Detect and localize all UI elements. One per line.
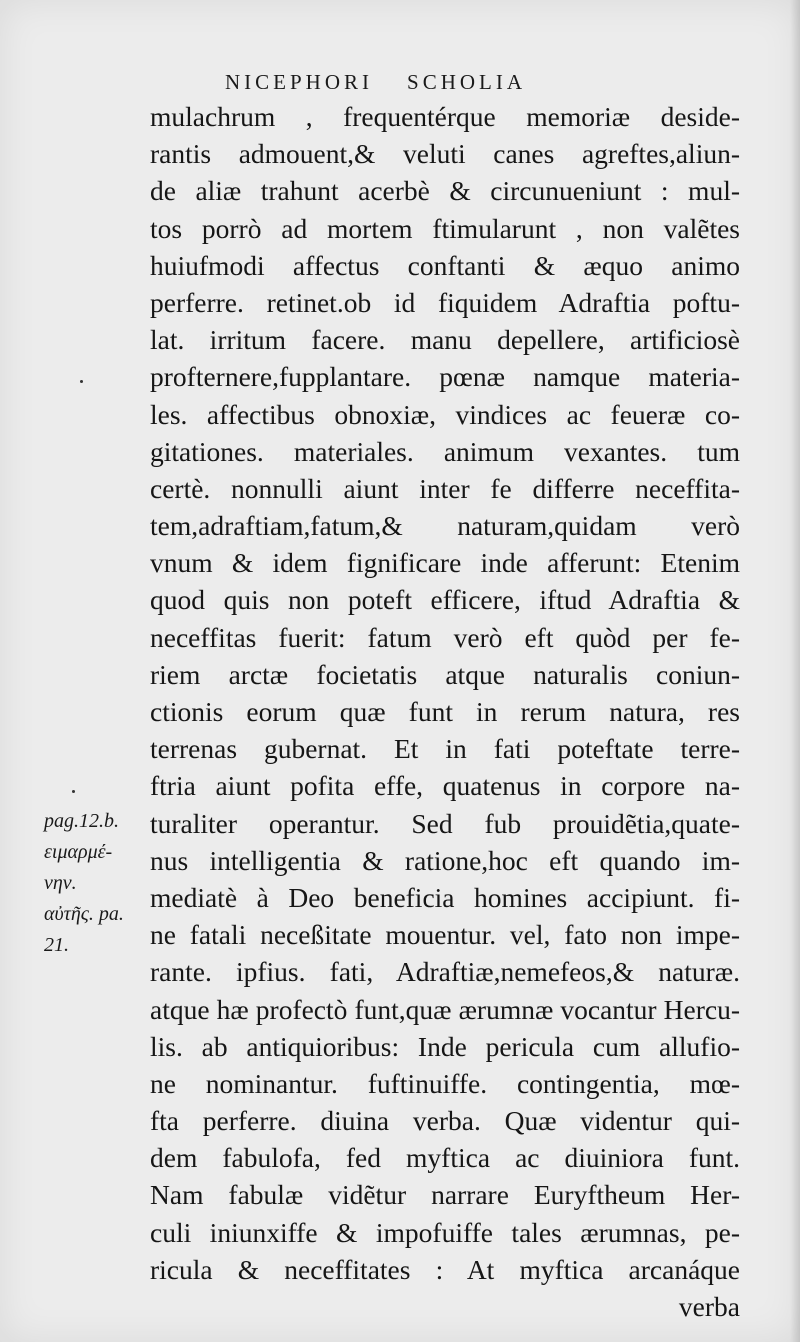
marginal-notes (44, 806, 154, 961)
text-line: riem arctæ focietatis atque naturalis coniun- (150, 658, 740, 690)
marginal-note: ειμαρμέ- (44, 841, 113, 863)
text-line: ne fatali neceßitate mouentur. vel, fato non impe- (150, 919, 740, 951)
text-line: neceffitas fuerit: fatum verò eft quòd per fe- (150, 621, 740, 653)
text-line: de aliæ trahunt acerbè & circunueniunt : mul- (150, 175, 740, 207)
text-line: huiufmodi affectus conftanti & æquo animo (150, 249, 740, 281)
marginal-note: αὐτῆς. pa. (44, 903, 124, 925)
page-edge-shadow (790, 0, 800, 1342)
marginal-note: pag.12.b. (44, 810, 119, 832)
text-line: quod quis non poteft efficere, iftud Adraftia & (150, 584, 740, 616)
text-line: rantis admouent,& veluti canes agreftes,aliun- (150, 138, 740, 170)
marginal-note: 21. (44, 934, 69, 956)
paper-speck (72, 790, 75, 793)
paper-speck (80, 380, 83, 383)
text-line: fta perferre. diuina verba. Quæ videntur qui- (150, 1105, 740, 1137)
text-line: ftria aiunt pofita effe, quatenus in corpore na- (150, 770, 740, 802)
text-line: mediatè à Deo beneficia homines accipiunt. fi- (150, 881, 740, 913)
text-line: turaliter operantur. Sed fub prouidẽtia,quate- (150, 807, 740, 839)
text-line: perferre. retinet.ob id fiquidem Adraftia poftu- (150, 286, 740, 318)
marginal-note: νην. (44, 872, 77, 894)
text-line: mulachrum , frequentérque memoriæ deside- (150, 101, 740, 132)
text-line: ne nominantur. fuftinuiffe. contingentia, mœ- (150, 1067, 740, 1099)
text-line: les. affectibus obnoxiæ, vindices ac feueræ co- (150, 398, 740, 430)
text-line: tos porrò ad mortem ftimularunt , non valẽtes (150, 212, 740, 244)
text-line: terrenas gubernat. Et in fati poteftate terre- (150, 733, 740, 765)
text-line: rante. ipfius. fati, Adraftiæ,nemefeos,& naturæ. (150, 956, 740, 988)
text-line: culi iniunxiffe & impofuiffe tales ærumnas, pe- (150, 1216, 740, 1248)
running-head-left: NICEPHORI (225, 70, 374, 94)
text-line: vnum & idem fignificare inde afferunt: Etenim (150, 547, 740, 579)
text-line: gitationes. materiales. animum vexantes. tum (150, 435, 740, 467)
text-line: certè. nonnulli aiunt inter fe differre neceffita- (150, 472, 740, 504)
text-line: lis. ab antiquioribus: Inde pericula cum allufio- (150, 1030, 740, 1062)
catchword: verba (678, 1291, 740, 1322)
text-line: atque hæ profectò funt,quæ ærumnæ vocantur Hercu- (150, 993, 740, 1025)
text-line: ctionis eorum quæ funt in rerum natura, res (150, 696, 740, 727)
text-line: Nam fabulæ vidẽtur narrare Euryftheum Her- (150, 1179, 740, 1211)
text-line: profternere,fupplantare. pœnæ namque materia- (150, 361, 740, 393)
text-line: ricula & neceffitates : At myftica arcanáque (150, 1253, 740, 1285)
running-head (225, 70, 625, 95)
text-line: tem,adraftiam,fatum,& naturam,quidam verò (150, 510, 740, 542)
text-line: dem fabulofa, fed myftica ac diuiniora funt. (150, 1142, 740, 1174)
main-text-block (150, 98, 740, 1325)
running-head-right: SCHOLIA (407, 70, 527, 94)
text-line: nus intelligentia & ratione,hoc eft quando im- (150, 844, 740, 876)
text-line: lat. irritum facere. manu depellere, artificiosè (150, 324, 740, 356)
